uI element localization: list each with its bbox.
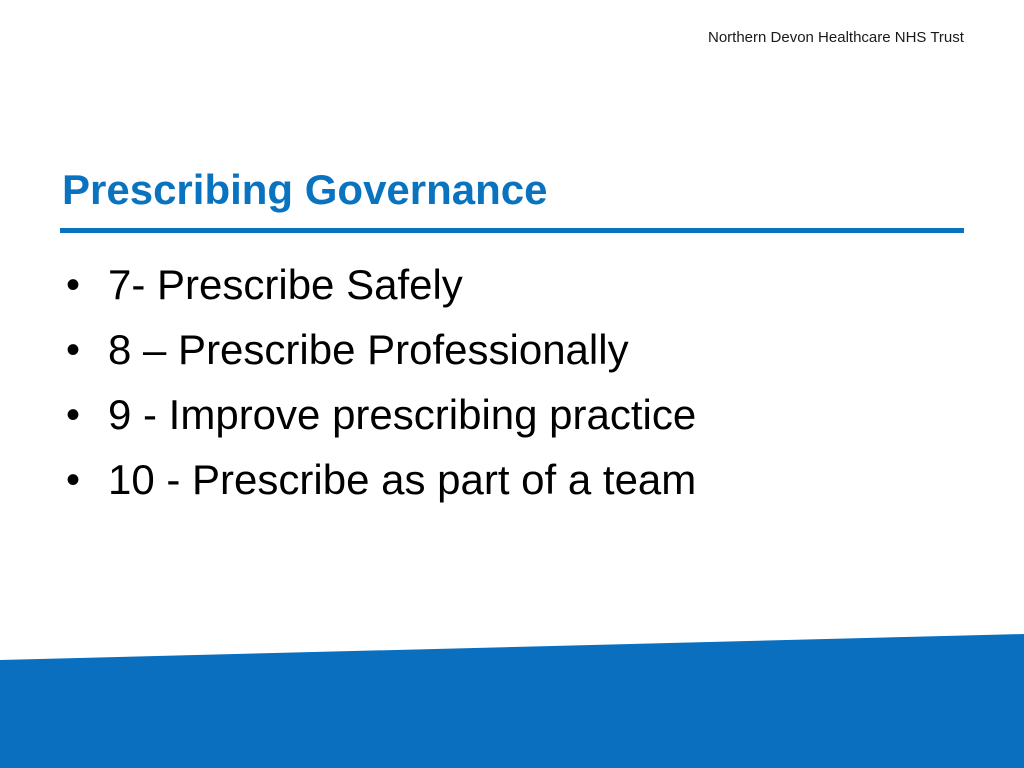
bullet-text: 10 - Prescribe as part of a team — [108, 455, 697, 503]
bullet-item — [66, 317, 696, 382]
bullet-list — [66, 252, 696, 512]
bullet-marker: • — [66, 457, 81, 502]
bullet-text: 9 - Improve prescribing practice — [108, 390, 697, 438]
title-underline — [60, 228, 964, 233]
bullet-item — [66, 252, 696, 317]
bullet-marker: • — [66, 262, 81, 307]
bullet-text: 7- Prescribe Safely — [108, 260, 463, 308]
bullet-marker: • — [66, 392, 81, 437]
bullet-marker: • — [66, 327, 81, 372]
bullet-item — [66, 382, 696, 447]
bullet-text: 8 – Prescribe Professionally — [108, 325, 629, 373]
slide-title: Prescribing Governance — [62, 166, 548, 213]
footer-band-shape — [0, 634, 1024, 768]
organization-name: Northern Devon Healthcare NHS Trust — [708, 29, 964, 46]
bullet-item — [66, 447, 696, 512]
